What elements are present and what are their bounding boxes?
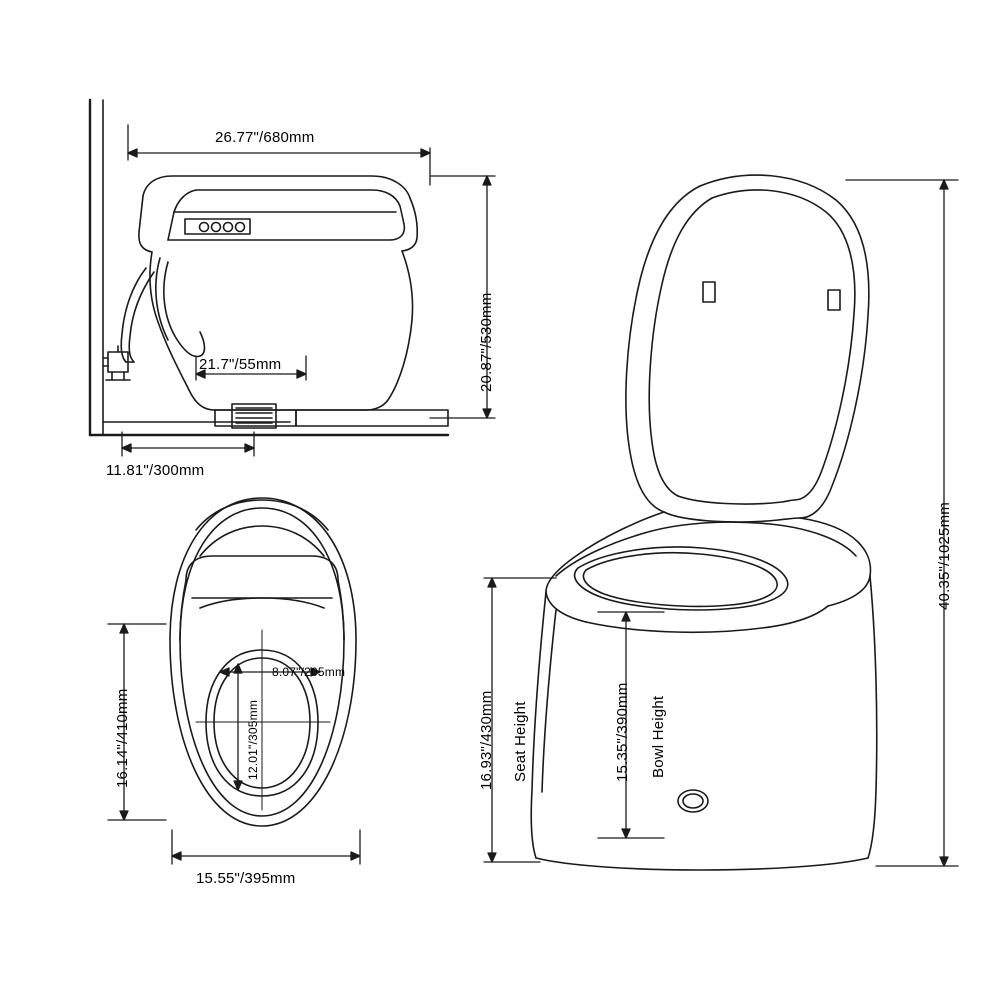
dimension-label-overall-depth: 26.77"/680mm <box>215 129 315 146</box>
dimension-label-overall-length-top: 16.14"/410mm <box>114 688 131 788</box>
dimension-label-bowl-opening-width: 8.07"/205mm <box>272 665 346 679</box>
dimension-label-bowl-height-name: Bowl Height <box>650 695 667 778</box>
dimension-label-overall-width-top: 15.55"/395mm <box>196 870 296 887</box>
dimension-label-trap-to-wall: 21.7"/55mm <box>199 356 282 373</box>
side-view-dimension-lines <box>122 125 495 456</box>
top-view-dimension-lines <box>108 624 360 864</box>
dimension-label-lid-open-height: 40.35"/1025mm <box>936 502 953 610</box>
front-view-dimension-lines <box>484 180 958 866</box>
dimension-label-overall-height: 20.87"/530mm <box>478 292 495 392</box>
top-view-geometry <box>170 498 356 826</box>
dimension-label-bowl-height-value: 15.35"/390mm <box>614 682 631 782</box>
dimension-label-bowl-opening-length: 12.01"/305mm <box>246 699 260 780</box>
dimension-label-seat-height-name: Seat Height <box>512 701 529 782</box>
front-view-geometry <box>531 175 877 870</box>
dimension-label-rough-in: 11.81"/300mm <box>106 462 205 479</box>
dimension-label-seat-height-value: 16.93"/430mm <box>478 690 495 790</box>
side-view-geometry <box>90 100 448 435</box>
